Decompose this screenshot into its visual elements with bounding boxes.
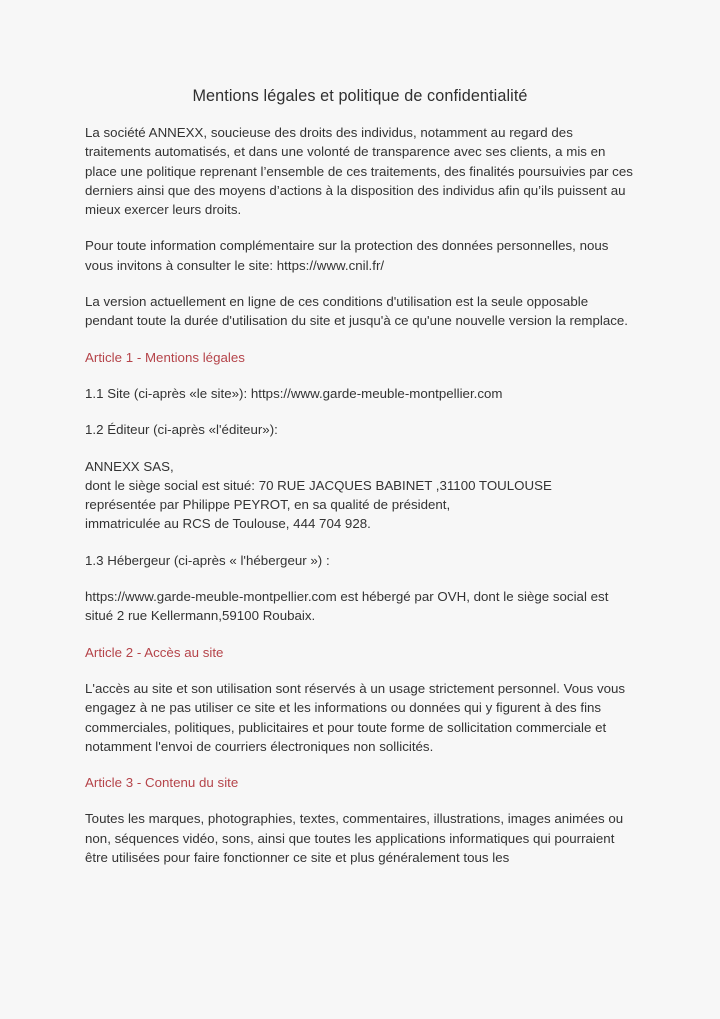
article-1-heading: Article 1 - Mentions légales (85, 349, 245, 365)
editor-company-name: ANNEXX SAS, (85, 458, 174, 474)
article-1-item-1-3: 1.3 Hébergeur (ci-après « l'hébergeur ») : (85, 552, 330, 568)
intro-paragraph-1: La société ANNEXX, soucieuse des droits des individus, notamment au regard des traitements automatisés, et dans une volonté de transparence avec ses clients, a mis en place une politique reprenant l’ensemble de ces traitements, des finalités poursuivies par ces derniers ainsi que des moyens d’actions à la disposition des individus afin qu’ils puissent au mieux exercer leurs droits. (85, 125, 633, 218)
intro-paragraph-3: La version actuellement en ligne de ces conditions d'utilisation est la seule opposable pendant toute la durée d'utilisation du site et jusqu'à ce qu'une nouvelle version la remplace. (85, 294, 629, 329)
article-2-heading: Article 2 - Accès au site (85, 644, 224, 660)
editor-registration-number: immatriculée au RCS de Toulouse, 444 704 928. (85, 516, 371, 532)
article-1-item-1-2: 1.2 Éditeur (ci-après «l'éditeur»): (85, 422, 278, 438)
article-3-paragraph: Toutes les marques, photographies, textes, commentaires, illustrations, images animées ou non, séquences vidéo, sons, ainsi que toutes les applications informatiques qui pourraient être utilisées pour faire fonctionner ce site et plus généralement tous les (85, 811, 624, 866)
editor-identity-block (85, 457, 637, 534)
article-3-heading: Article 3 - Contenu du site (85, 775, 239, 791)
article-1-host-paragraph: https://www.garde-meuble-montpellier.com est hébergé par OVH, dont le siège social est situé 2 rue Kellermann,59100 Roubaix. (85, 589, 609, 624)
editor-representative: représentée par Philippe PEYROT, en sa qualité de président, (85, 497, 451, 513)
editor-registered-office: dont le siège social est situé: 70 RUE JACQUES BABINET ,31100 TOULOUSE (85, 477, 552, 493)
intro-paragraph-2: Pour toute information complémentaire sur la protection des données personnelles, nous vous invitons à consulter le site: https://www.cnil.fr/ (85, 238, 609, 273)
article-2-paragraph: L'accès au site et son utilisation sont réservés à un usage strictement personnel. Vous vous engagez à ne pas utiliser ce site et les informations ou données qui y figurent à des fins commerciales, politiques, publicitaires et pour toute forme de sollicitation commerciale et notamment l'envoi de courriers électroniques non sollicités. (85, 680, 626, 754)
page-title: Mentions légales et politique de confidentialité (192, 87, 528, 105)
article-1-item-1-1: 1.1 Site (ci-après «le site»): https://www.garde-meuble-montpellier.com (85, 385, 503, 401)
document-content (85, 123, 637, 884)
